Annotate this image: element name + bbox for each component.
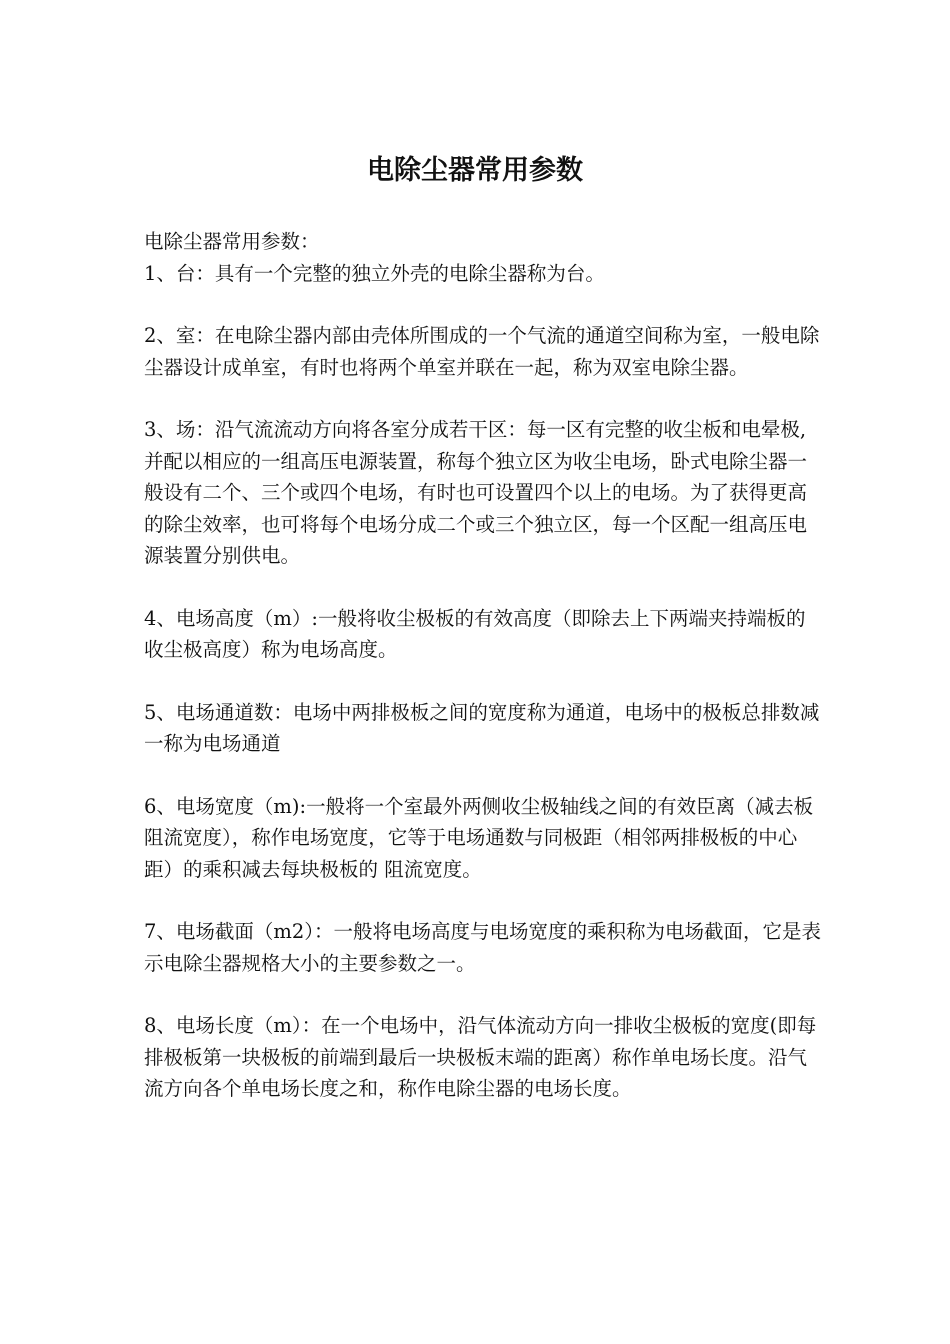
paragraph-item-7: 7、电场截面（m2）：一般将电场高度与电场宽度的乘积称为电场截面，它是表示电除尘器规格大小的主要参数之一。	[144, 920, 822, 975]
paragraph-item-5: 5、电场通道数：电场中两排极板之间的宽度称为通道，电场中的极板总排数减一称为电场通道	[144, 700, 820, 755]
document-body	[144, 226, 824, 1136]
intro-line: 电除尘器常用参数：	[144, 230, 320, 253]
paragraph-item-8: 8、电场长度（m）：在一个电场中，沿气体流动方向一排收尘极板的宽度(即每排极板第一块极板的前端到最后一块极板末端的距离）称作单电场长度。沿气流方向各个单电场长度之和，称作电除尘器的电场长度。	[144, 1014, 817, 1100]
paragraph-item-2: 2、室：在电除尘器内部由壳体所围成的一个气流的通道空间称为室，一般电除尘器设计成单室，有时也将两个单室并联在一起，称为双室电除尘器。	[144, 324, 820, 379]
paragraph-item-1: 1、台：具有一个完整的独立外壳的电除尘器称为台。	[144, 261, 605, 285]
document-title: 电除尘器常用参数	[367, 155, 583, 186]
paragraph-item-4: 4、电场高度（m）:一般将收尘极板的有效高度（即除去上下两端夹持端板的收尘极高度）称为电场高度。	[144, 606, 806, 661]
paragraph-item-3: 3、场：沿气流流动方向将各室分成若干区：每一区有完整的收尘板和电晕极,并配以相应的一组高压电源装置，称每个独立区为收尘电场，卧式电除尘器一般设有二个、三个或四个电场，有时也可设置四个以上的电场。为了获得更高的除尘效率，也可将每个电场分成二个或三个独立区，每一个区配一组高压电源装置分别供电。	[144, 418, 808, 567]
paragraph-item-6: 6、电场宽度（m):一般将一个室最外两侧收尘极轴线之间的有效臣离（减去板阻流宽度），称作电场宽度，它等于电场通数与同极距（相邻两排极板的中心距）的乘积减去每块极板的 阻流宽度。	[144, 794, 814, 881]
